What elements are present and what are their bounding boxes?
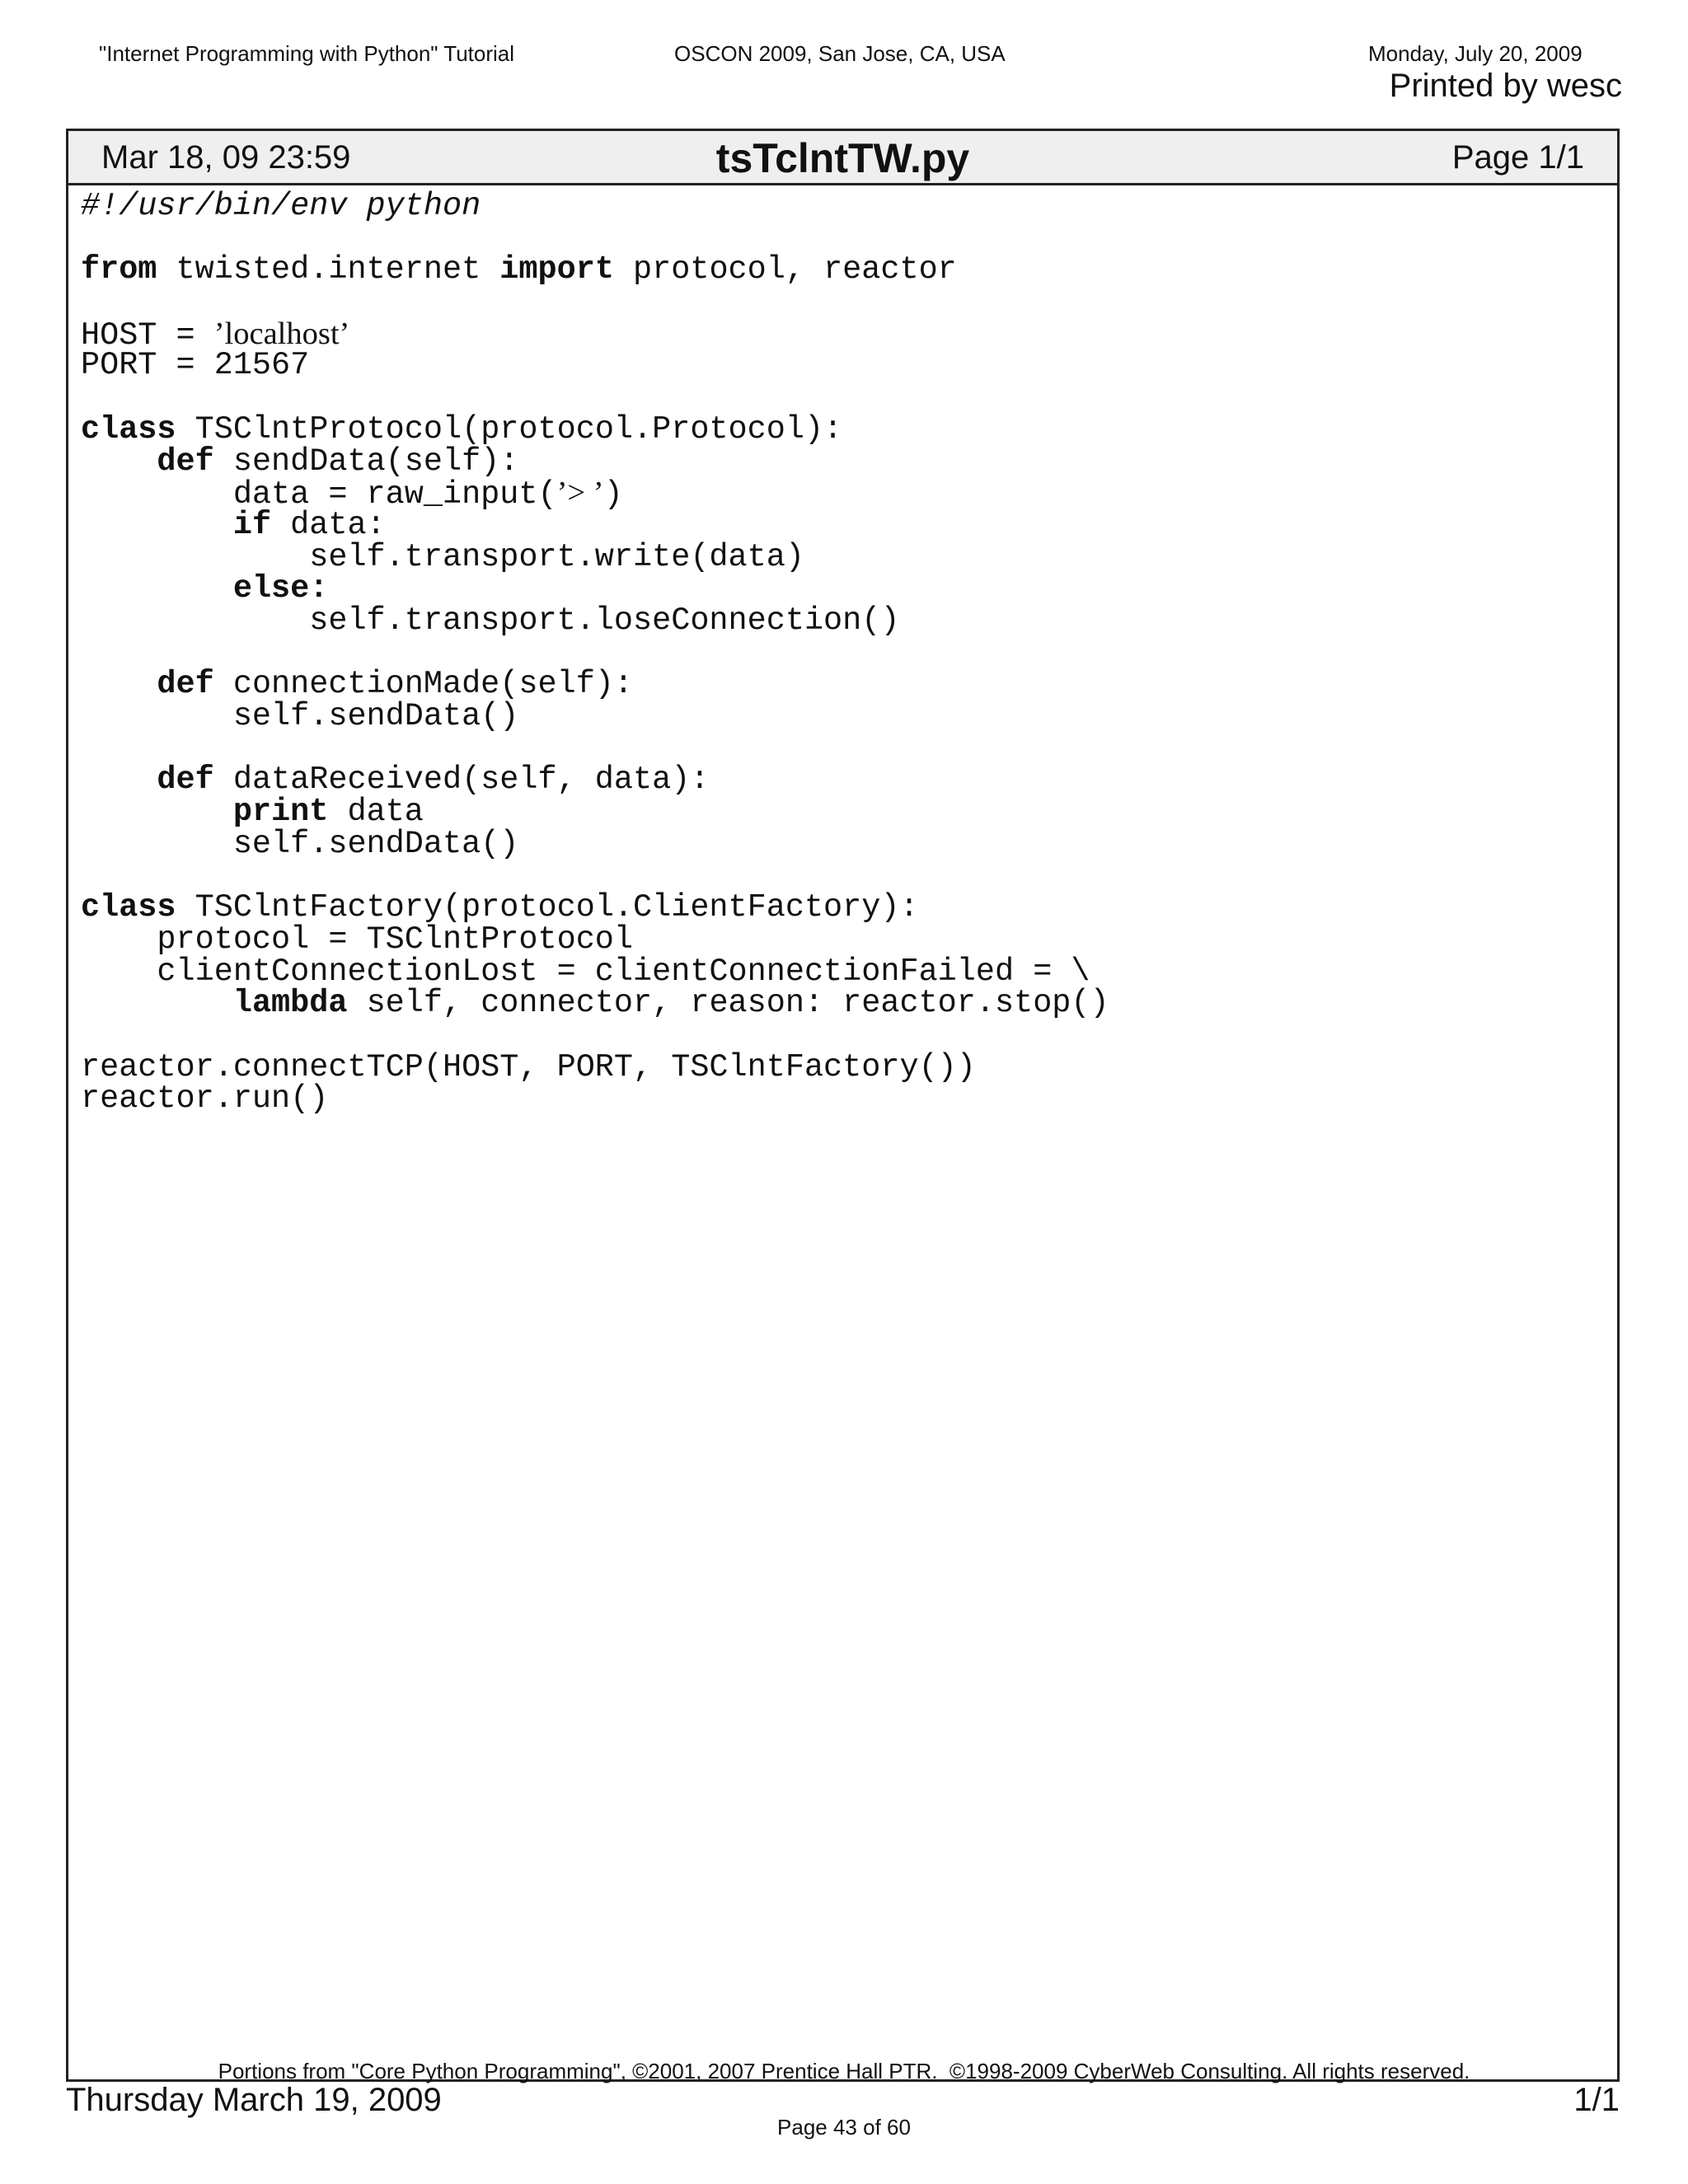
- code-line: [81, 286, 1109, 318]
- code-keyword: def: [157, 443, 214, 480]
- code-line: [81, 1080, 1109, 1118]
- copyright-notice: Portions from "Core Python Programming", ©2001, 2007 Prentice Hall PTR. ©1998-2009 CyberWeb Consulting. All rights reserved.: [218, 2059, 1470, 2083]
- code-text: connectionMade(self):: [213, 666, 634, 703]
- code-line: [81, 506, 1109, 543]
- code-line: [81, 762, 1109, 799]
- code-text: [81, 762, 157, 798]
- code-line: [81, 860, 1109, 892]
- code-text: [81, 570, 233, 607]
- code-text: [81, 985, 233, 1021]
- code-string: ’> ’: [556, 476, 604, 511]
- code-keyword: if: [232, 506, 272, 543]
- code-keyword: class: [81, 889, 176, 926]
- code-line: [81, 316, 1109, 354]
- code-text: reactor.run(): [81, 1080, 329, 1118]
- code-line: [81, 637, 1109, 669]
- code-line: [81, 733, 1109, 765]
- code-text: self.sendData(): [81, 825, 519, 862]
- code-text: PORT = 21567: [81, 347, 310, 384]
- code-line: [81, 349, 1109, 382]
- code-text: dataReceived(self, data):: [213, 762, 710, 799]
- footer-date: Thursday March 19, 2009: [66, 2082, 442, 2118]
- code-text: protocol = TSClntProtocol: [81, 921, 634, 958]
- code-line: [81, 476, 1109, 513]
- tutorial-title: "Internet Programming with Python" Tutorial: [99, 41, 515, 66]
- code-line: [81, 985, 1109, 1022]
- code-line: [81, 190, 1109, 223]
- code-line: [81, 1019, 1109, 1052]
- code-text: [81, 666, 157, 702]
- code-line: [81, 1048, 1109, 1085]
- code-text: data = raw_input(: [81, 476, 557, 513]
- code-text: sendData(self):: [213, 443, 519, 480]
- code-text: [81, 507, 233, 543]
- code-line: [81, 953, 1109, 990]
- conference-name: OSCON 2009, San Jose, CA, USA: [674, 41, 1006, 66]
- code-page-frame: [66, 129, 1620, 2082]
- code-line: [81, 794, 1109, 831]
- code-text: clientConnectionLost = clientConnectionFailed = \: [81, 953, 1090, 990]
- code-listing: [81, 188, 1109, 1118]
- code-line: [81, 889, 1109, 926]
- code-line: [81, 825, 1109, 862]
- code-text: data:: [271, 506, 386, 543]
- code-line: [81, 602, 1109, 639]
- code-text: [81, 443, 157, 480]
- code-line: [81, 570, 1109, 607]
- code-text: self.transport.loseConnection(): [81, 602, 900, 639]
- code-comment: #!/usr/bin/env python: [81, 188, 481, 224]
- code-keyword: from: [81, 251, 157, 288]
- code-line: [81, 538, 1109, 575]
- code-keyword: class: [81, 410, 176, 448]
- code-text: [81, 794, 233, 830]
- code-line: [81, 698, 1109, 734]
- print-date: Monday, July 20, 2009: [1368, 41, 1582, 66]
- file-name: tsTclntTW.py: [715, 135, 970, 181]
- code-text: reactor.connectTCP(HOST, PORT, TSClntFactory()): [81, 1048, 976, 1085]
- printed-by: Printed by wesc: [1389, 68, 1622, 104]
- code-text: twisted.internet: [157, 251, 500, 288]
- code-text: ): [603, 476, 623, 513]
- code-string: ’localhost’: [213, 316, 350, 351]
- file-page-number: Page 1/1: [1451, 139, 1584, 176]
- code-line: [81, 443, 1109, 480]
- code-text: self.transport.write(data): [81, 538, 804, 575]
- code-line: [81, 223, 1109, 255]
- footer-page-count: Page 43 of 60: [777, 2115, 911, 2139]
- code-line: [81, 382, 1109, 414]
- file-date: Mar 18, 09 23:59: [101, 139, 351, 176]
- code-line: [81, 410, 1109, 448]
- footer-page-fraction: 1/1: [1573, 2082, 1620, 2118]
- code-text: self, connector, reason: reactor.stop(): [347, 985, 1109, 1022]
- code-keyword: import: [499, 251, 614, 288]
- code-line: [81, 251, 1109, 288]
- code-text: TSClntFactory(protocol.ClientFactory):: [176, 889, 919, 926]
- code-text: data: [328, 794, 424, 831]
- code-text: self.sendData(): [81, 698, 519, 734]
- code-keyword: def: [157, 666, 214, 703]
- code-keyword: def: [157, 762, 214, 799]
- code-text: TSClntProtocol(protocol.Protocol):: [176, 410, 843, 448]
- code-keyword: print: [232, 794, 329, 831]
- code-line: [81, 921, 1109, 958]
- code-line: [81, 668, 1109, 701]
- file-header-bar: [68, 131, 1617, 185]
- code-text: protocol, reactor: [613, 251, 957, 288]
- code-keyword: lambda: [232, 985, 348, 1022]
- code-text: HOST =: [81, 316, 214, 354]
- code-keyword: else:: [232, 570, 329, 607]
